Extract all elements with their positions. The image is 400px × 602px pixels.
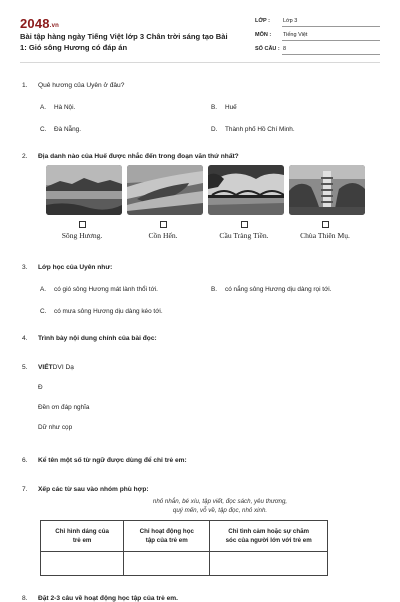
option-letter: B. (211, 286, 218, 293)
option-letter: B. (211, 104, 218, 111)
meta-class-key: LỚP : (255, 18, 270, 24)
option-text: có mưa sông Hương dịu dàng kéo tới. (54, 308, 163, 315)
picture-pagoda (289, 165, 365, 215)
pagoda-photo-icon (289, 165, 365, 215)
q3-option-a[interactable] (40, 286, 158, 293)
question-text-rest: DVI Dạ (52, 364, 74, 371)
meta-subject-value: Tiếng Việt (283, 32, 308, 38)
word-bank-line-2: quý mến, vỗ về, tập đọc, nhỏ xinh. (172, 507, 268, 514)
question-text: Trình bày nội dung chính của bài đọc: (38, 335, 157, 342)
option-text: có nắng sông Hương dịu dàng rọi tới. (225, 286, 332, 293)
answer-cell-study[interactable] (124, 552, 210, 576)
picture-river (46, 165, 122, 215)
meta-count (255, 45, 380, 55)
document-title (20, 32, 235, 53)
question-number: 4. (22, 335, 28, 342)
question-number: 7. (22, 486, 28, 493)
header-line: trẻ em (72, 537, 92, 544)
q5-line-2: Đền ơn đáp nghĩa (38, 404, 90, 411)
table-header-care (210, 521, 328, 552)
site-logo[interactable] (20, 16, 59, 31)
meta-count-value: 8 (283, 46, 287, 52)
question-text: Xếp các từ sau vào nhóm phù hợp: (38, 486, 149, 493)
classification-table (40, 520, 328, 576)
question-text: Địa danh nào của Huế được nhắc đến trong đoạn văn thứ nhất? (38, 153, 239, 160)
meta-subject-underline (282, 40, 380, 41)
table-header-study (124, 521, 210, 552)
option-letter: C. (40, 126, 47, 133)
header-line: sóc của người lớn với trẻ em (225, 537, 312, 544)
q3-option-b[interactable] (211, 286, 331, 293)
question-number: 3. (22, 264, 28, 271)
header-line: tập của trẻ em (145, 537, 188, 544)
title-line-2: 1: Gió sông Hương có đáp án (20, 42, 128, 52)
option-text: Hà Nội. (54, 104, 76, 111)
question-text-bold: VIẾT (38, 364, 53, 371)
option-text: Huế (225, 104, 237, 111)
header-line: Chỉ hình dáng của (55, 528, 109, 535)
option-letter: A. (40, 104, 47, 111)
bridge-photo-icon (208, 165, 284, 215)
q1-option-c[interactable] (40, 126, 81, 133)
question-text: Quê hương của Uyên ở đâu? (38, 82, 125, 89)
title-line-1: Bài tập hàng ngày Tiếng Việt lớp 3 Chân trời sáng tạo Bài (20, 32, 228, 41)
meta-class (255, 17, 380, 27)
question-number: 2. (22, 153, 28, 160)
q1-option-b[interactable] (211, 104, 237, 111)
picture-bridge (208, 165, 284, 215)
table-row (41, 552, 328, 576)
answer-cell-care[interactable] (210, 552, 328, 576)
header-line: Chỉ tình cảm hoặc sự chăm (228, 528, 310, 535)
river-photo-icon (46, 165, 122, 215)
label-pagoda: Chùa Thiên Mụ. (300, 231, 350, 240)
meta-count-key: SỐ CÂU : (255, 46, 280, 52)
question-text: Lớp học của Uyên như: (38, 264, 113, 271)
picture-island (127, 165, 203, 215)
meta-subject-key: MÔN : (255, 32, 272, 38)
option-letter: C. (40, 308, 47, 315)
table-header-row (41, 521, 328, 552)
word-bank-line-1: nhỏ nhắn, bé xíu, tập viết, đọc sách, yêu thương, (152, 498, 288, 505)
checkbox-island[interactable] (160, 221, 167, 228)
logo-number: 2048 (20, 16, 50, 31)
label-island: Cồn Hến. (148, 231, 178, 240)
header-divider (20, 62, 380, 63)
option-text: Thành phố Hồ Chí Minh. (225, 126, 295, 133)
question-number: 8. (22, 595, 28, 602)
option-text: có gió sông Hương mát lành thổi tới. (54, 286, 158, 293)
question-text (38, 364, 74, 371)
label-river: Sông Hương. (61, 231, 103, 240)
table-header-shape (41, 521, 124, 552)
q3-option-c[interactable] (40, 308, 163, 315)
question-number: 6. (22, 457, 28, 464)
answer-cell-shape[interactable] (41, 552, 124, 576)
island-photo-icon (127, 165, 203, 215)
label-bridge: Cầu Tràng Tiền. (219, 231, 269, 240)
checkbox-bridge[interactable] (241, 221, 248, 228)
checkbox-pagoda[interactable] (322, 221, 329, 228)
meta-class-underline (282, 26, 380, 27)
q5-line-3: Dữ như cọp (38, 424, 73, 431)
logo-suffix: .vn (49, 23, 60, 29)
checkbox-river[interactable] (79, 221, 86, 228)
meta-subject (255, 31, 380, 41)
option-text: Đà Nẵng. (54, 126, 81, 133)
meta-class-value: Lớp 3 (283, 18, 298, 24)
option-letter: A. (40, 286, 47, 293)
question-text: Kể tên một số từ ngữ được dùng để chỉ trẻ em: (38, 457, 187, 464)
question-number: 5. (22, 364, 28, 371)
meta-count-underline (282, 54, 380, 55)
option-letter: D. (211, 126, 218, 133)
question-text: Đặt 2-3 câu về hoạt động học tập của trẻ em. (38, 595, 178, 602)
word-bank (80, 497, 360, 515)
header-line: Chỉ hoạt động học (139, 528, 194, 535)
question-number: 1. (22, 82, 28, 89)
q5-line-1: Đ (38, 384, 43, 391)
q1-option-d[interactable] (211, 126, 295, 133)
q1-option-a[interactable] (40, 104, 75, 111)
